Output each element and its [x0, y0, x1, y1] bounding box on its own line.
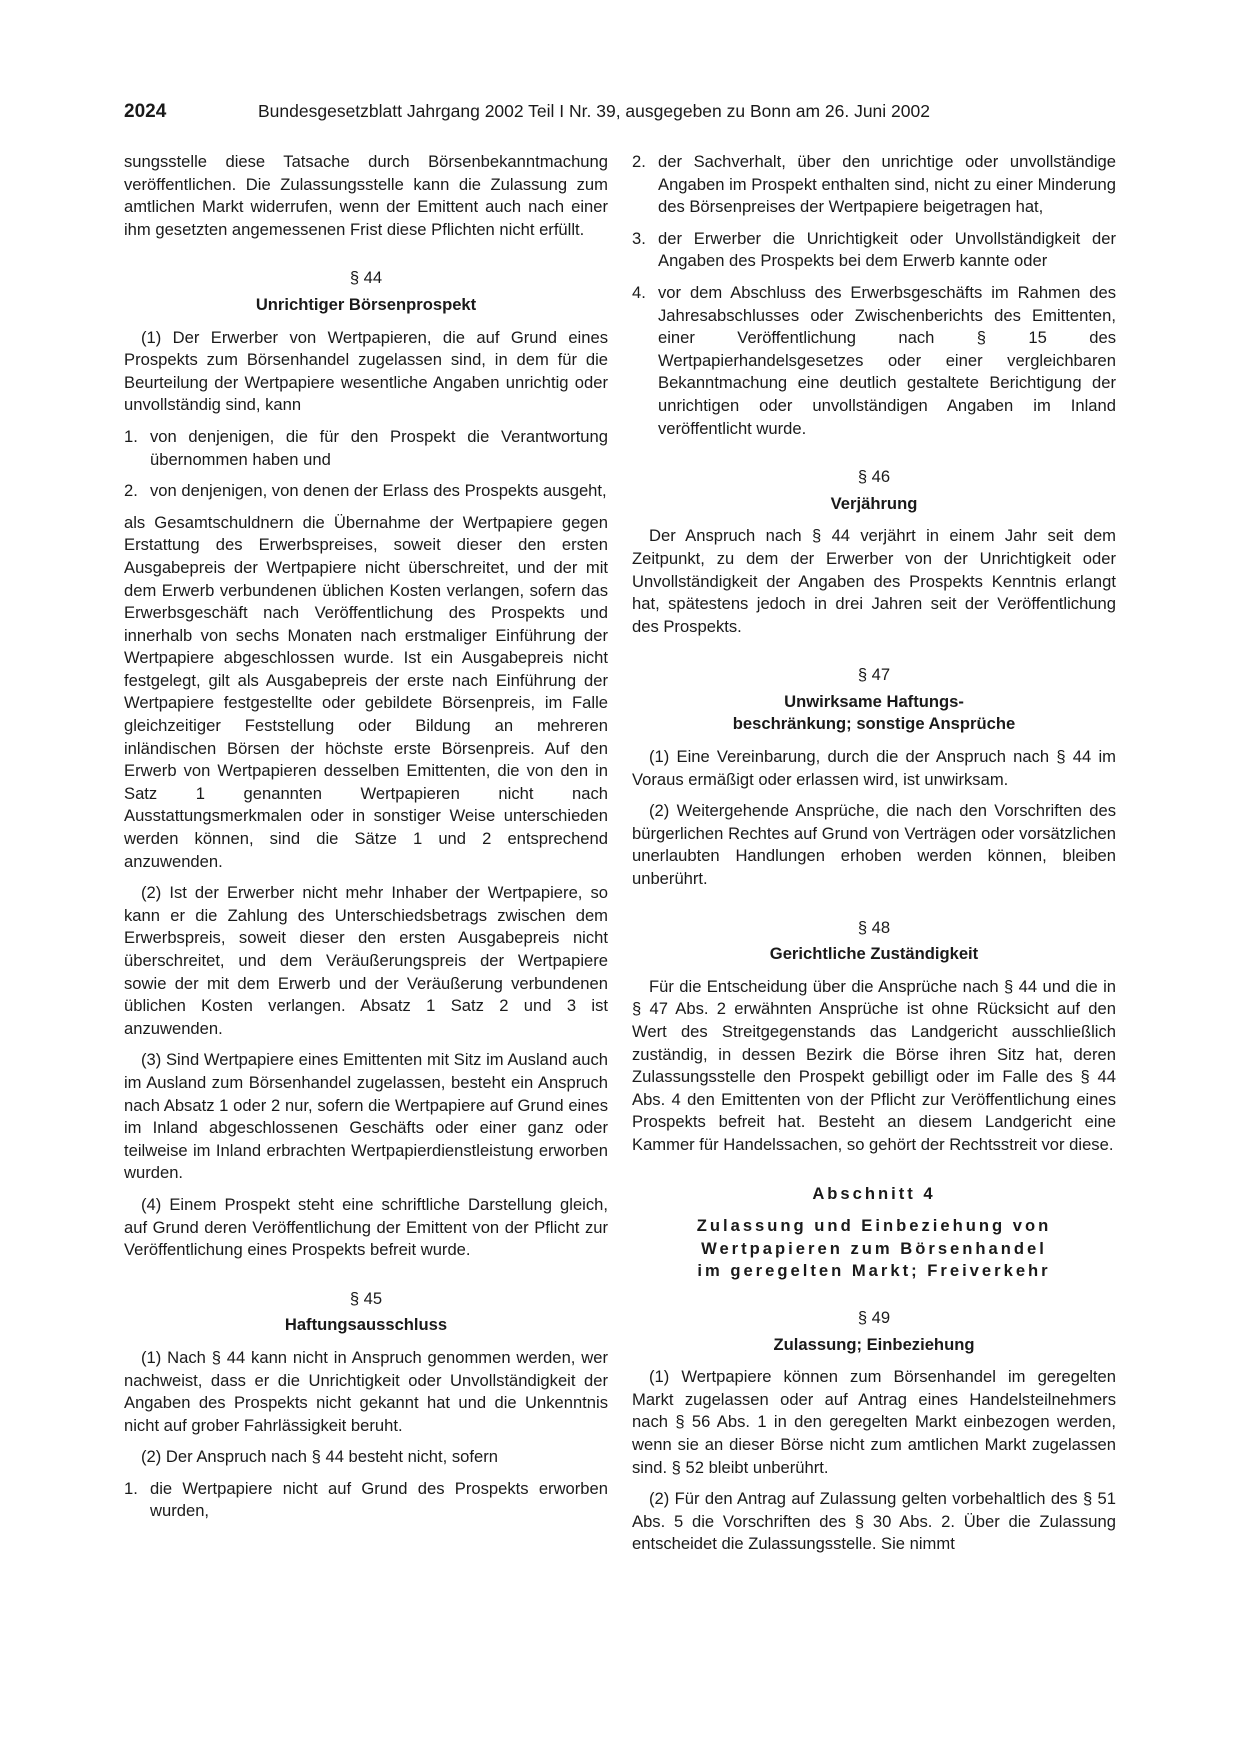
s45-paragraph-1: (1) Nach § 44 kann nicht in Anspruch genommen werden, wer nachweist, dass er die Unrichtigkeit oder Unvollständigkeit der Angaben des Prospekts nicht gekannt hat und die Unkenntnis nicht auf grober Fahrlässigkeit beruht. — [124, 1347, 608, 1435]
s44-paragraph-1: (1) Der Erwerber von Wertpapieren, die auf Grund eines Prospekts zum Börsenhandel zugelassen sind, in dem für die Beurteilung der Wertpapiere wesentliche Angaben unrichtig oder unvollständig sind, kann — [124, 327, 608, 415]
section-title-45: Haftungsausschluss — [284, 1315, 448, 1335]
s47-paragraph-1: (1) Eine Vereinbarung, durch die der Anspruch nach § 44 im Voraus ermäßigt oder erlassen wird, ist unwirksam. — [632, 747, 1116, 789]
chapter-title-line-1: Zulassung und Einbeziehung von — [696, 1216, 1052, 1236]
s45-list-item — [632, 151, 1116, 219]
s45-list-item — [632, 228, 1116, 273]
page-header — [124, 101, 1116, 125]
section-number-49: § 49 — [857, 1307, 891, 1327]
section-title-47 — [632, 691, 1116, 736]
list-number: 1. — [124, 1478, 138, 1498]
section-number-46: § 46 — [857, 467, 891, 487]
s49-paragraph-1: (1) Wertpapiere können zum Börsenhandel im geregelten Markt zugelassen oder auf Antrag eines Handelsteilnehmers nach § 56 Abs. 1 in den geregelten Markt einbezogen werden, wenn sie an dieser Börse nicht zum amtlichen Markt zugelassen sind. § 52 bleibt unberührt. — [632, 1367, 1116, 1477]
chapter-title-line-3: im geregelten Markt; Freiverkehr — [697, 1261, 1051, 1281]
list-text: der Erwerber die Unrichtigkeit oder Unvollständigkeit der Angaben des Prospekts bei dem Erwerb kannte oder — [658, 228, 1116, 271]
right-column — [632, 151, 1116, 1565]
list-number: 2. — [124, 481, 138, 501]
section-title-48: Gerichtliche Zuständigkeit — [769, 944, 979, 964]
section-number-47: § 47 — [857, 665, 891, 685]
left-column — [124, 151, 608, 1532]
section-title-47-line-1: Unwirksame Haftungs- — [784, 691, 964, 711]
s44-paragraph-2: (2) Ist der Erwerber nicht mehr Inhaber der Wertpapiere, so kann er die Zahlung des Unterschiedsbetrags zwischen dem Erwerbspreis, soweit dieser den ersten Ausgabepreis nicht überschreitet, und dem Veräußerungspreis der Wertpapiere sowie der mit dem Erwerb und der Veräußerung verbundenen üblichen Kosten verlangen. Absatz 1 Satz 2 und 3 ist anzuwenden. — [124, 883, 608, 1038]
list-number: 4. — [632, 282, 646, 302]
s46-paragraph-1: Der Anspruch nach § 44 verjährt in einem Jahr seit dem Zeitpunkt, zu dem der Erwerber von der Unrichtigkeit oder Unvollständigkeit der Angaben des Prospekts Kenntnis erlangt hat, spätestens jedoch in drei Jahren seit der Veröffentlichung des Prospekts. — [632, 526, 1116, 636]
list-number: 2. — [632, 152, 646, 171]
section-title-47-line-2: beschränkung; sonstige Ansprüche — [732, 714, 1016, 734]
s44-paragraph-4: (4) Einem Prospekt steht eine schriftliche Darstellung gleich, auf Grund deren Veröffentlichung der Emittent von der Pflicht zur Veröffentlichung eines Prospekts befreit wurde. — [124, 1194, 608, 1260]
s45-list-item — [124, 1478, 608, 1523]
list-text: von denjenigen, die für den Prospekt die Verantwortung übernommen haben und — [150, 426, 608, 469]
page-number: 2024 — [124, 101, 167, 122]
list-text: der Sachverhalt, über den unrichtige oder unvollständige Angaben im Prospekt enthalten sind, nicht zu einer Minderung des Börsenpreises der Wertpapiere beigetragen hat, — [658, 152, 1116, 217]
list-text: die Wertpapiere nicht auf Grund des Prospekts erworben wurden, — [150, 1478, 608, 1521]
section-title-44: Unrichtiger Börsenprospekt — [255, 294, 477, 314]
section-title-46: Verjährung — [830, 493, 918, 513]
s44-paragraph-3: (3) Sind Wertpapiere eines Emittenten mit Sitz im Ausland auch im Ausland zum Börsenhandel zugelassen, besteht ein Anspruch nach Absatz 1 oder 2 nur, sofern die Wertpapiere auf Grund eines im Inland abgeschlossenen Geschäfts oder einer ganz oder teilweise im Inland erbrachten Wertpapierdienstleistung erworben wurden. — [124, 1050, 608, 1183]
s48-paragraph-1: Für die Entscheidung über die Ansprüche nach § 44 und die in § 47 Abs. 2 erwähnten Ansprüche ist ohne Rücksicht auf den Wert des Streitgegenstands das Landgericht ausschließlich zuständig, in dessen Bezirk die Börse ihren Sitz hat, deren Zulassungsstelle den Prospekt gebilligt oder im Falle des § 44 Abs. 4 den Emittenten von der Pflicht zur Veröffentlichung eines Prospekts befreit hat. Besteht an diesem Landgericht eine Kammer für Handelssachen, so gehört der Rechtsstreit vor diese. — [632, 976, 1116, 1154]
s45-list-item — [632, 282, 1116, 440]
list-number: 3. — [632, 228, 646, 248]
running-head: Bundesgesetzblatt Jahrgang 2002 Teil I Nr. 39, ausgegeben zu Bonn am 26. Juni 2002 — [258, 101, 930, 121]
s45-paragraph-2: (2) Der Anspruch nach § 44 besteht nicht, sofern — [141, 1447, 498, 1467]
list-text: vor dem Abschluss des Erwerbsgeschäfts im Rahmen des Jahresabschlusses oder Zwischenberichts des Emittenten, einer Veröffentlichung nach § 15 des Wertpapierhandelsgesetzes oder einer vergleichbaren Bekanntmachung eine deutlich gestaltete Berichtigung der unrichtigen oder unvollständigen Angaben im Inland veröffentlicht wurde. — [658, 282, 1116, 438]
section-number-44: § 44 — [349, 268, 383, 288]
section-title-49: Zulassung; Einbeziehung — [773, 1334, 975, 1354]
s49-paragraph-2: (2) Für den Antrag auf Zulassung gelten vorbehaltlich des § 51 Abs. 5 die Vorschriften des § 30 Abs. 2. Über die Zulassung entscheidet die Zulassungsstelle. Sie nimmt — [632, 1489, 1116, 1554]
section-number-48: § 48 — [857, 917, 891, 937]
section-number-45: § 45 — [349, 1288, 383, 1308]
s47-paragraph-2: (2) Weitergehende Ansprüche, die nach den Vorschriften des bürgerlichen Rechtes auf Grund von Verträgen oder vorsätzlichen unerlaubten Handlungen erhoben werden können, bleiben unberührt. — [632, 801, 1116, 889]
s44-list-item — [124, 426, 608, 471]
s44-list-item — [124, 480, 608, 503]
list-number: 1. — [124, 426, 138, 446]
list-text: von denjenigen, von denen der Erlass des Prospekts ausgeht, — [150, 481, 607, 501]
s44-paragraph-1-continued: als Gesamtschuldnern die Übernahme der Wertpapiere gegen Erstattung des Erwerbspreises, soweit dieser den ersten Ausgabepreis der Wertpapiere nicht überschreitet, und der mit dem Erwerb verbundenen üblichen Kosten verlangen, sofern das Erwerbsgeschäft nach Veröffentlichung des Prospekts und innerhalb von sechs Monaten nach erstmaliger Einführung der Wertpapiere abgeschlossen wurde. Ist ein Ausgabepreis nicht festgelegt, gilt als Ausgabepreis der erste nach Einführung der Wertpapiere festgestellte oder gebildete Börsenpreis, im Falle gleichzeitiger Feststellung oder Bildung an mehreren inländischen Börsen der höchste erste Börsenpreis. Auf den Erwerb von Wertpapieren desselben Emittenten, die von den in Satz 1 genannten Wertpapieren nicht nach Ausstattungsmerkmalen oder in sonstiger Weise unterschieden werden können, sind die Sätze 1 und 2 entsprechend anzuwenden. — [124, 512, 608, 871]
chapter-label: Abschnitt 4 — [812, 1183, 936, 1203]
chapter-title-line-2: Wertpapieren zum Börsenhandel — [701, 1238, 1047, 1258]
chapter-title — [632, 1215, 1116, 1283]
continued-paragraph: sungsstelle diese Tatsache durch Börsenbekanntmachung veröffentlichen. Die Zulassungsstelle kann die Zulassung zum amtlichen Markt widerrufen, wenn der Emittent auch nach einer ihm gesetzten angemessenen Frist diese Pflichten nicht erfüllt. — [124, 152, 608, 239]
